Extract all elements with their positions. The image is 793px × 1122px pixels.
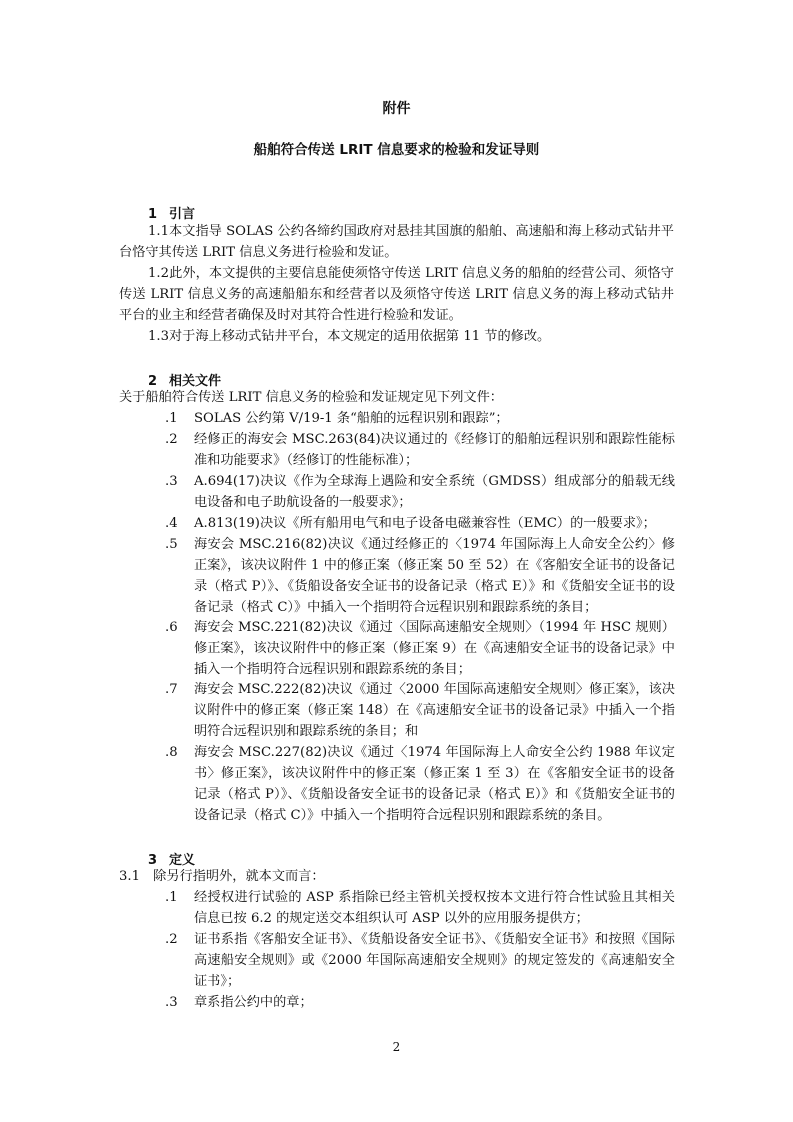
item-text: 海安会 MSC.216(82)决议《通过经修正的〈1974 年国际海上人命安全公约〉修正案》，该决议附件 1 中的修正案（修正案 50 至 52）在《客船安全证书的设备记录（格式 P）》、《货船设备安全证书的设备记录（格式 E）》和《货船安全证书的设备记录（格式 C）》中插入一个指明符合远程识别和跟踪系统的条目； <box>194 537 675 615</box>
item-text: 海安会 MSC.227(82)决议《通过〈1974 年国际海上人命安全公约 1988 年议定书〉修正案》，该决议附件中的修正案（修正案 1 至 3）在《客船安全证书的设备记录（格式 P）》、《货船设备安全证书的设备记录（格式 E）》和《货船安全证书的设备记录（格式 C）》中插入一个指明符合远程识别和跟踪系统的条目。 <box>194 745 675 823</box>
item-text: 章系指公约中的章； <box>194 995 313 1010</box>
item-marker: .7 <box>165 682 178 697</box>
paragraph-1-2 <box>119 263 674 326</box>
item-marker: .2 <box>165 932 178 947</box>
paragraph-number: 1.1 <box>148 224 169 239</box>
list-item <box>165 992 675 1013</box>
item-marker: .2 <box>165 432 178 447</box>
paragraph-text: 此外，本文提供的主要信息能使须恪守传送 LRIT 信息义务的船舶的经营公司、须恪守传送 LRIT 信息义务的高速船船东和经营者以及须恪守传送 LRIT 信息义务的海上移动式钻井平台的业主和经营者确保及时对其符合性进行检验和发证。 <box>119 266 674 323</box>
item-text: 海安会 MSC.221(82)决议《通过〈国际高速船安全规则〉（1994 年 HSC 规则）修正案》，该决议附件中的修正案（修正案 9）在《高速船安全证书的设备记录》中插入一个指明符合远程识别和跟踪系统的条目； <box>194 620 675 677</box>
section-3-lead: 3.1 除另行指明外，就本文而言： <box>119 869 325 884</box>
list-item <box>165 929 675 992</box>
section-title: 定义 <box>169 853 196 868</box>
item-marker: .8 <box>165 745 178 760</box>
item-marker: .5 <box>165 537 178 552</box>
list-item <box>165 429 675 471</box>
document-title: 船舶符合传送 LRIT 信息要求的检验和发证导则 <box>253 142 540 158</box>
item-marker: .6 <box>165 620 178 635</box>
item-marker: .3 <box>165 474 178 489</box>
paragraph-text: 本文指导 SOLAS 公约各缔约国政府对悬挂其国旗的船舶、高速船和海上移动式钻井平台恪守其传送 LRIT 信息义务进行检验和发证。 <box>119 224 674 260</box>
item-text: 经授权进行试验的 ASP 系指除已经主管机关授权按本文进行符合性试验且其相关信息已按 6.2 的规定送交本组织认可 ASP 以外的应用服务提供方； <box>194 890 675 926</box>
section-number: 3 <box>148 853 158 868</box>
item-marker: .4 <box>165 516 178 531</box>
paragraph-1-3 <box>119 326 674 347</box>
section-title: 引言 <box>169 207 196 222</box>
list-item <box>165 742 675 826</box>
item-text: 证书系指《客船安全证书》、《货船设备安全证书》、《货船安全证书》和按照《国际高速船安全规则》或《2000 年国际高速船安全规则》的规定签发的《高速船安全证书》； <box>194 932 675 989</box>
list-item <box>165 513 675 534</box>
list-item <box>165 534 675 618</box>
section-title: 相关文件 <box>169 374 222 389</box>
item-text: A.694(17)决议《作为全球海上遇险和安全系统（GMDSS）组成部分的船载无线电设备和电子助航设备的一般要求》； <box>194 474 675 510</box>
paragraph-number: 1.2 <box>148 266 169 281</box>
section-1-heading <box>148 203 195 222</box>
section-2-lead: 关于船舶符合传送 LRIT 信息义务的检验和发证规定见下列文件： <box>119 390 503 405</box>
paragraph-1-1 <box>119 221 674 263</box>
item-marker: .1 <box>165 411 178 426</box>
item-marker: .3 <box>165 995 178 1010</box>
paragraph-number: 1.3 <box>148 329 169 344</box>
item-text: 经修正的海安会 MSC.263(84)决议通过的《经修订的船舶远程识别和跟踪性能标准和功能要求》（经修订的性能标准）； <box>194 432 675 468</box>
item-text: 海安会 MSC.222(82)决议《通过〈2000 年国际高速船安全规则〉修正案》，该决议附件中的修正案（修正案 148）在《高速船安全证书的设备记录》中插入一个指明符合远程识别和跟踪系统的条目；和 <box>194 682 675 739</box>
list-item <box>165 617 675 680</box>
list-item <box>165 679 675 742</box>
paragraph-text: 对于海上移动式钻井平台，本文规定的适用依据第 11 节的修改。 <box>169 329 551 344</box>
attachment-label: 附件 <box>382 101 411 117</box>
list-item <box>165 408 675 429</box>
item-text: A.813(19)决议《所有船用电气和电子设备电磁兼容性（EMC）的一般要求》； <box>194 516 656 531</box>
list-item <box>165 887 675 929</box>
section-number: 2 <box>148 374 158 389</box>
item-marker: .1 <box>165 890 178 905</box>
section-number: 1 <box>148 207 158 222</box>
list-item <box>165 471 675 513</box>
page-number: 2 <box>392 1040 401 1054</box>
item-text: SOLAS 公约第 V/19-1 条“船舶的远程识别和跟踪”； <box>194 411 509 426</box>
